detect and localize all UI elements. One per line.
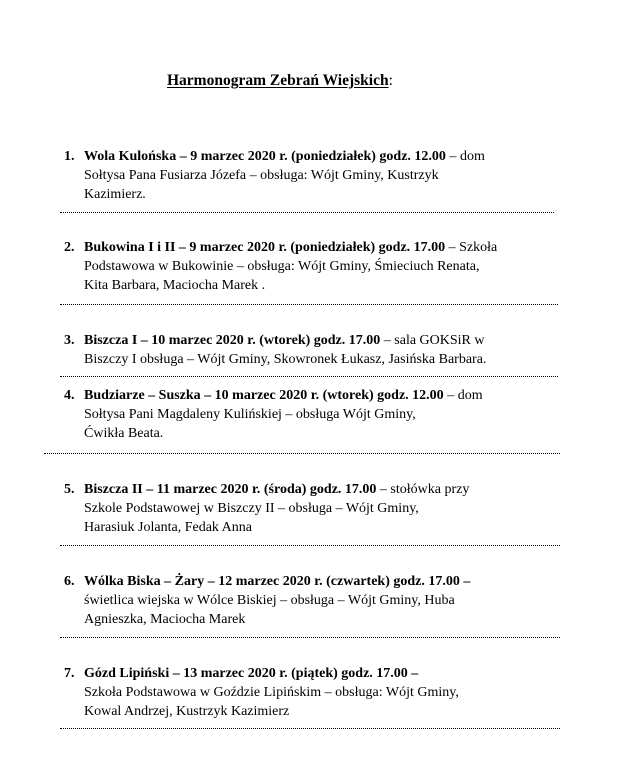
meeting-entry-6 bbox=[64, 572, 564, 629]
entry-number: 1. bbox=[64, 149, 75, 164]
entry-heading-rest: – Szkoła bbox=[445, 240, 498, 255]
entry-heading-rest: – dom bbox=[445, 149, 485, 164]
dotted-separator bbox=[60, 376, 558, 377]
document-title bbox=[167, 72, 393, 90]
title-colon: : bbox=[388, 72, 393, 89]
entry-heading: Bukowina I i II – 9 marzec 2020 r. (poniedziałek) godz. 17.00 bbox=[84, 240, 446, 255]
entry-heading: Biszcza I – 10 marzec 2020 r. (wtorek) godz. 17.00 bbox=[84, 333, 381, 348]
entry-line-2: Szkoła Podstawowa w Goździe Lipińskim – obsługa: Wójt Gminy, bbox=[84, 685, 459, 700]
entry-line-2: Sołtysa Pani Magdaleny Kulińskiej – obsługa Wójt Gminy, bbox=[84, 407, 416, 422]
entry-number: 2. bbox=[64, 240, 75, 255]
meeting-entry-4 bbox=[64, 386, 564, 443]
entry-number: 6. bbox=[64, 574, 75, 589]
dotted-separator bbox=[60, 728, 560, 729]
entry-heading-rest: – dom bbox=[443, 388, 483, 403]
entry-line-1 bbox=[64, 238, 564, 257]
title-text: Harmonogram Zebrań Wiejskich bbox=[167, 72, 389, 89]
meeting-entry-7 bbox=[64, 664, 564, 721]
entry-heading: Wola Kulońska – 9 marzec 2020 r. (poniedziałek) godz. 12.00 bbox=[84, 149, 446, 164]
dotted-separator bbox=[60, 637, 560, 638]
meeting-entry-1 bbox=[64, 147, 564, 204]
entry-heading: Wólka Biska – Żary – 12 marzec 2020 r. (czwartek) godz. 17.00 – bbox=[84, 574, 471, 589]
entry-line-2: Podstawowa w Bukowinie – obsługa: Wójt Gminy, Śmieciuch Renata, bbox=[84, 259, 480, 274]
dotted-separator bbox=[44, 453, 560, 454]
entry-line-1 bbox=[64, 664, 564, 683]
entry-heading-rest: – stołówka przy bbox=[376, 482, 470, 497]
dotted-separator bbox=[60, 545, 560, 546]
meeting-entry-3 bbox=[64, 331, 564, 369]
entry-line-3: Agnieszka, Maciocha Marek bbox=[84, 612, 246, 627]
entry-line-2: Biszczy I obsługa – Wójt Gminy, Skowronek Łukasz, Jasińska Barbara. bbox=[84, 352, 487, 367]
entry-number: 7. bbox=[64, 666, 75, 681]
entry-line-3: Kazimierz. bbox=[84, 187, 146, 202]
entry-heading: Budziarze – Suszka – 10 marzec 2020 r. (wtorek) godz. 12.00 bbox=[84, 388, 444, 403]
entry-line-1 bbox=[64, 147, 564, 166]
entry-number: 3. bbox=[64, 333, 75, 348]
entry-line-3: Ćwikła Beata. bbox=[84, 426, 164, 441]
entry-heading-rest: – sala GOKSiR w bbox=[380, 333, 485, 348]
meeting-entry-2 bbox=[64, 238, 564, 295]
entry-line-1 bbox=[64, 480, 564, 499]
dotted-separator bbox=[60, 304, 558, 305]
entry-line-3: Harasiuk Jolanta, Fedak Anna bbox=[84, 520, 252, 535]
entry-heading: Gózd Lipiński – 13 marzec 2020 r. (piątek) godz. 17.00 – bbox=[84, 666, 419, 681]
entry-line-1 bbox=[64, 572, 564, 591]
entry-line-2: Szkole Podstawowej w Biszczy II – obsługa – Wójt Gminy, bbox=[84, 501, 419, 516]
entry-line-1 bbox=[64, 331, 564, 350]
entry-line-1 bbox=[64, 386, 564, 405]
entry-number: 5. bbox=[64, 482, 75, 497]
meeting-entry-5 bbox=[64, 480, 564, 537]
entry-line-3: Kita Barbara, Maciocha Marek . bbox=[84, 278, 266, 293]
dotted-separator bbox=[60, 212, 554, 213]
entry-line-2: świetlica wiejska w Wólce Biskiej – obsługa – Wójt Gminy, Huba bbox=[84, 593, 455, 608]
entry-number: 4. bbox=[64, 388, 75, 403]
entry-heading: Biszcza II – 11 marzec 2020 r. (środa) godz. 17.00 bbox=[84, 482, 377, 497]
entry-line-3: Kowal Andrzej, Kustrzyk Kazimierz bbox=[84, 704, 290, 719]
entry-line-2: Sołtysa Pana Fusiarza Józefa – obsługa: Wójt Gminy, Kustrzyk bbox=[84, 168, 439, 183]
